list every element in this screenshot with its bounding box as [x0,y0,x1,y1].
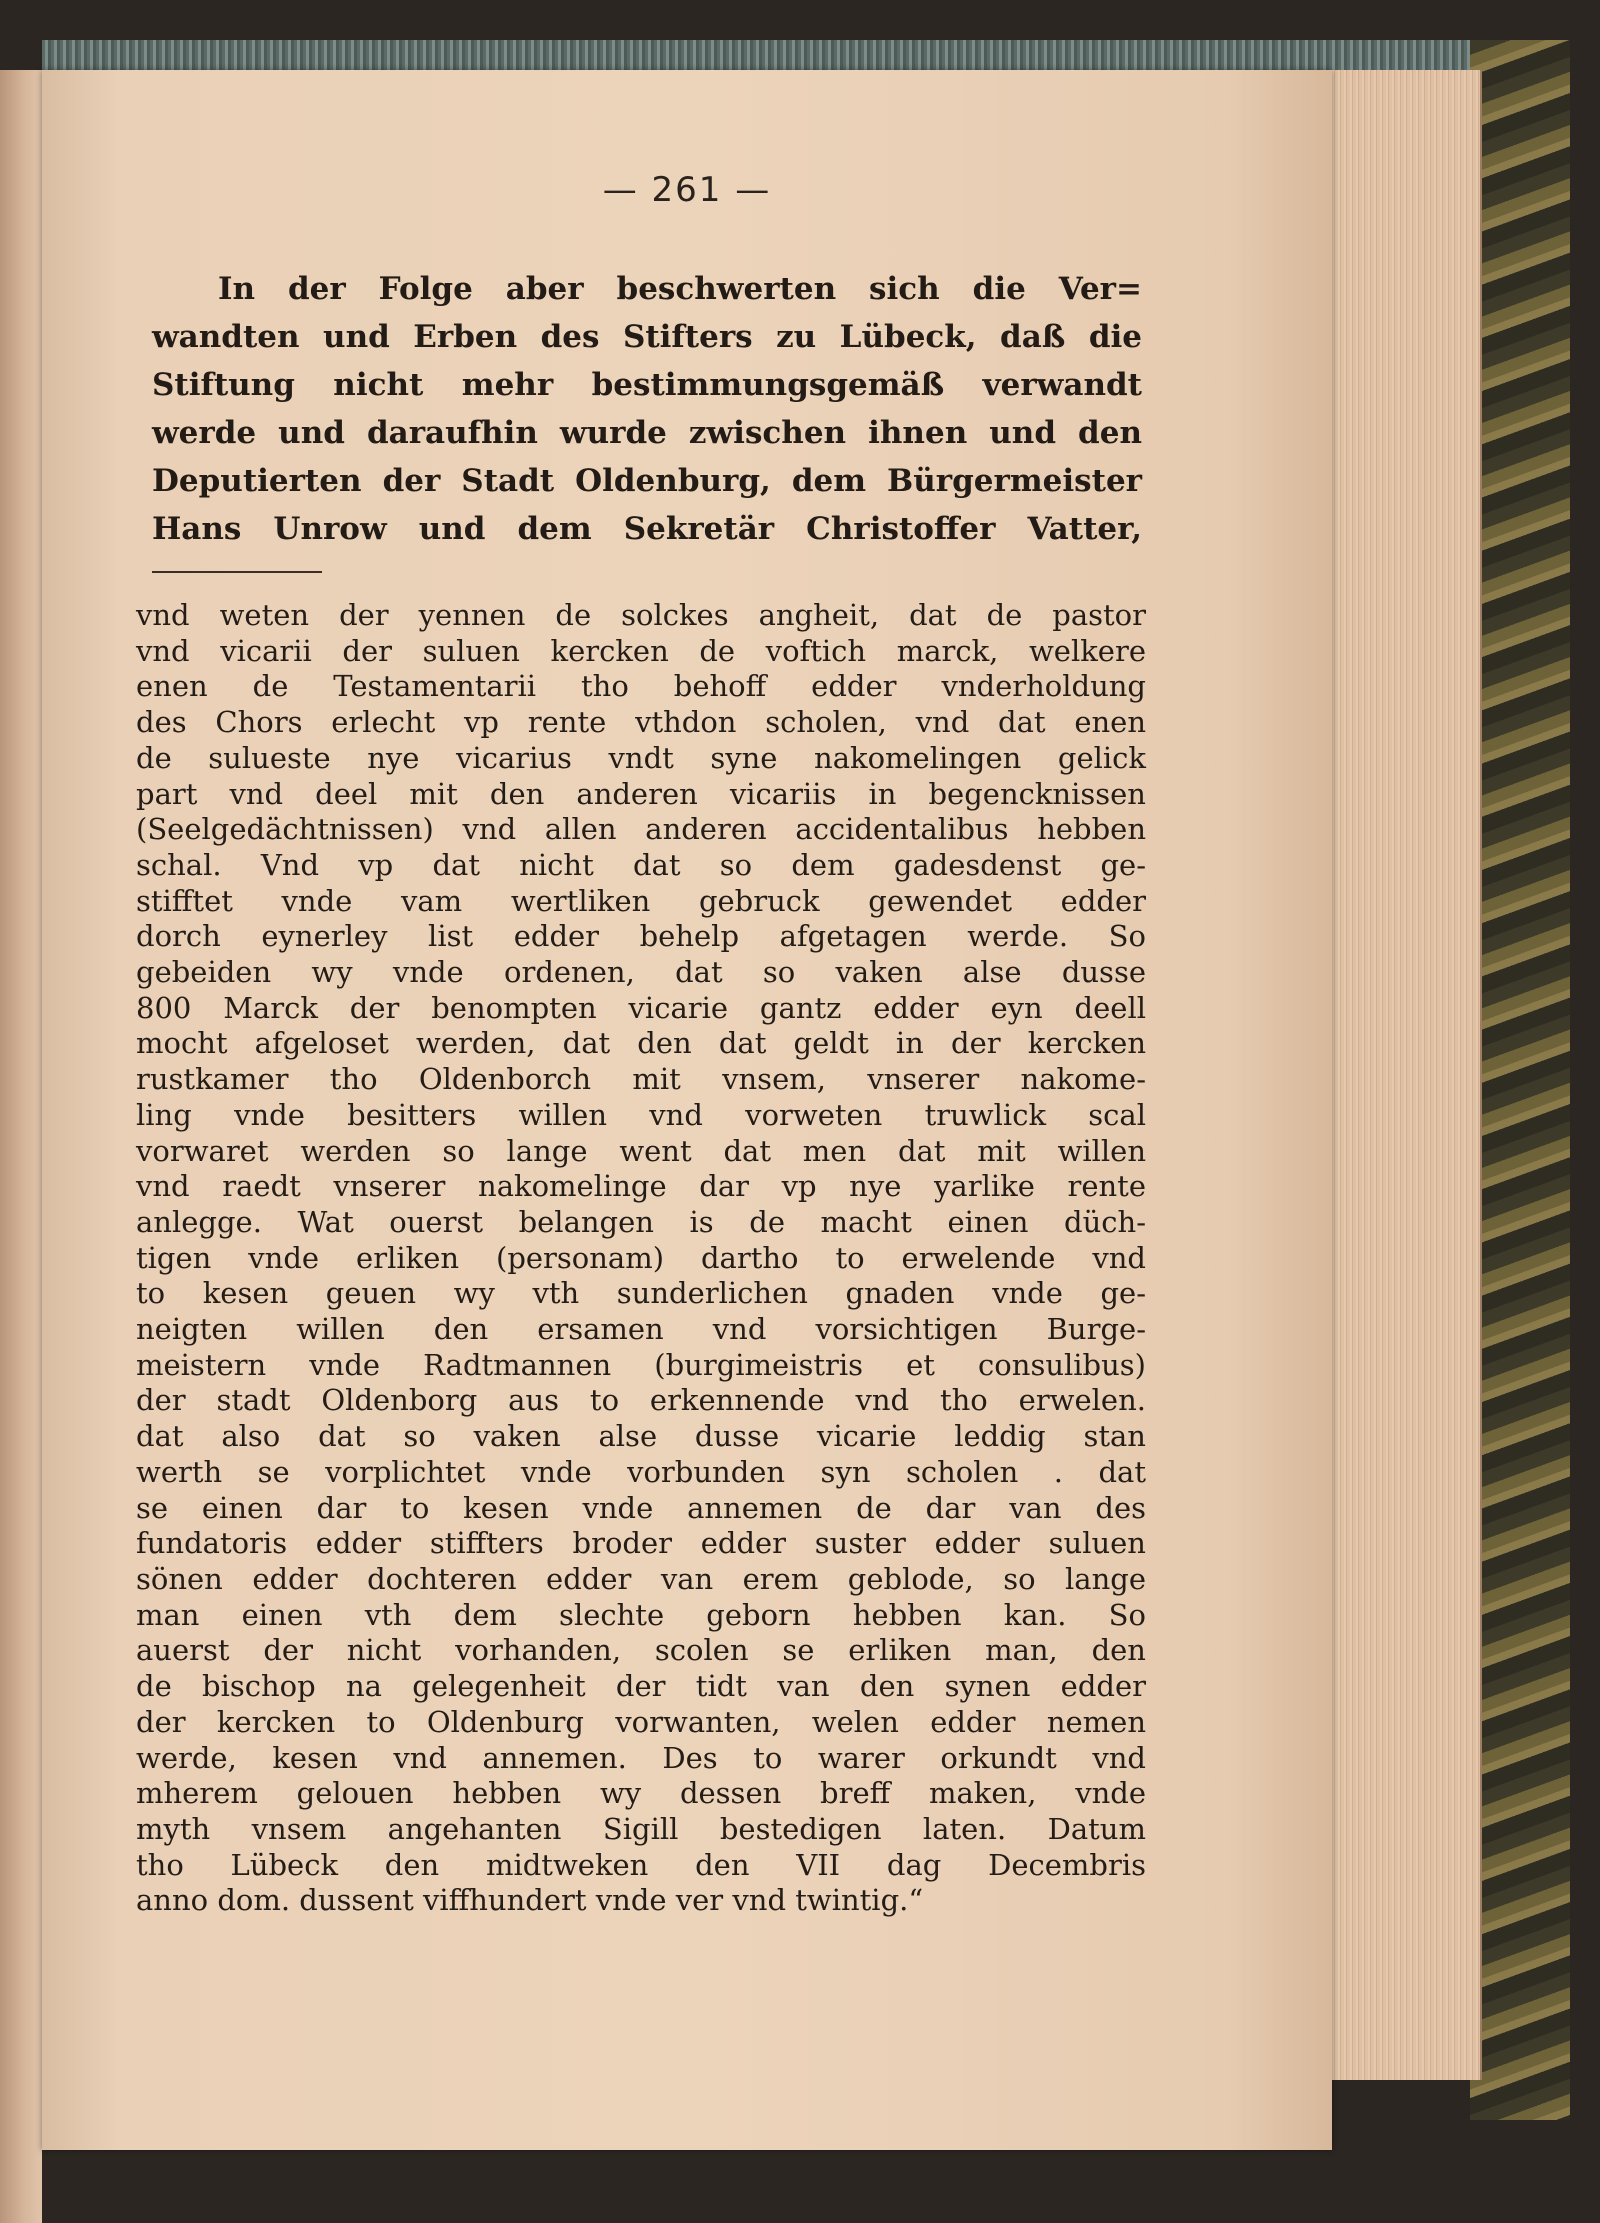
quote-line: rustkamer tho Oldenborch mit vnsem, vnserer nakome- [136,1062,1146,1097]
quote-line: myth vnsem angehanten Sigill bestedigen laten. Datum [136,1811,1146,1846]
marbled-cover-edge [1470,40,1570,2120]
main-line: In der Folge aber beschwerten sich die Ver= [218,271,1142,307]
quote-line: des Chors erlecht vp rente vthdon scholen, vnd dat enen [136,705,1146,740]
quote-line: to kesen geuen wy vth sunderlichen gnaden vnde ge- [136,1276,1146,1311]
main-line: Stiftung nicht mehr bestimmungsgemäß verwandt [152,367,1142,403]
quote-line: tigen vnde erliken (personam) dartho to erwelende vnd [136,1240,1146,1275]
quote-line: meistern vnde Radtmannen (burgimeistris et consulibus) [136,1347,1146,1382]
quote-line: gebeiden wy vnde ordenen, dat so vaken alse dusse [136,955,1146,990]
quote-line: fundatoris edder stiffters broder edder suster edder suluen [136,1526,1146,1561]
quote-line: vnd vicarii der suluen kercken de voftich marck, welkere [136,633,1146,668]
quote-line: man einen vth dem slechte geborn hebben kan. So [136,1597,1146,1632]
quote-line: 800 Marck der benompten vicarie gantz edder eyn deell [136,990,1146,1025]
quote-line: stifftet vnde vam wertliken gebruck gewendet edder [136,883,1146,918]
main-line: Deputierten der Stadt Oldenburg, dem Bürgermeister [152,463,1142,499]
facing-page-edge [0,70,42,2223]
quote-line: (Seelgedächtnissen) vnd allen anderen accidentalibus hebben [136,812,1146,847]
quote-line: tho Lübeck den midtweken den VII dag Decembris [136,1847,1146,1882]
quoted-document [136,598,1146,1919]
quote-line: vnd weten der yennen de solckes angheit, dat de pastor [136,598,1146,632]
quote-line: de bischop na gelegenheit der tidt van den synen edder [136,1669,1146,1704]
quote-line: vnd raedt vnserer nakomelinge dar vp nye yarlike rente [136,1169,1146,1204]
book-page [42,70,1332,2150]
quote-line: vorwaret werden so lange went dat men dat mit willen [136,1133,1146,1168]
main-line: werde und daraufhin wurde zwischen ihnen und den [152,415,1142,451]
quote-line: auerst der nicht vorhanden, scolen se erliken man, den [136,1633,1146,1668]
quote-line: der stadt Oldenborg aus to erkennende vnd tho erwelen. [136,1383,1146,1418]
main-line: Hans Unrow und dem Sekretär Christoffer Vatter, [152,511,1142,547]
quote-line: der kercken to Oldenburg vorwanten, welen edder nemen [136,1704,1146,1739]
quote-line: de sulueste nye vicarius vndt syne nakomelingen gelick [136,740,1146,775]
page-stack-edge [1320,70,1482,2080]
page-number: — 261 — [602,170,772,210]
quote-line: mherem gelouen hebben wy dessen breff maken, vnde [136,1776,1146,1811]
quote-line: dat also dat so vaken alse dusse vicarie leddig stan [136,1419,1146,1454]
quote-line: neigten willen den ersamen vnd vorsichtigen Burge- [136,1312,1146,1347]
quote-line: mocht afgeloset werden, dat den dat geldt in der kercken [136,1026,1146,1061]
quote-line: anlegge. Wat ouerst belangen is de macht einen düch- [136,1204,1146,1239]
quote-line: werde, kesen vnd annemen. Des to warer orkundt vnd [136,1740,1146,1775]
quote-line: sönen edder dochteren edder van erem geblode, so lange [136,1561,1146,1596]
quote-line: se einen dar to kesen vnde annemen de dar van des [136,1490,1146,1525]
main-paragraph [152,265,1142,553]
quote-line: dorch eynerley list edder behelp afgetagen werde. So [136,919,1146,954]
quote-line: schal. Vnd vp dat nicht dat so dem gadesdenst ge- [136,847,1146,882]
quote-line: part vnd deel mit den anderen vicariis in begencknissen [136,776,1146,811]
quote-line: werth se vorplichtet vnde vorbunden syn scholen . dat [136,1454,1146,1489]
footnote-rule [152,571,322,573]
quote-line: enen de Testamentarii tho behoff edder vnderholdung [136,669,1146,704]
main-line: wandten und Erben des Stifters zu Lübeck, daß die [152,319,1142,355]
quote-line: ling vnde besitters willen vnd vorweten truwlick scal [136,1097,1146,1132]
quote-line: anno dom. dussent viffhundert vnde ver vnd twintig.“ [136,1883,924,1918]
